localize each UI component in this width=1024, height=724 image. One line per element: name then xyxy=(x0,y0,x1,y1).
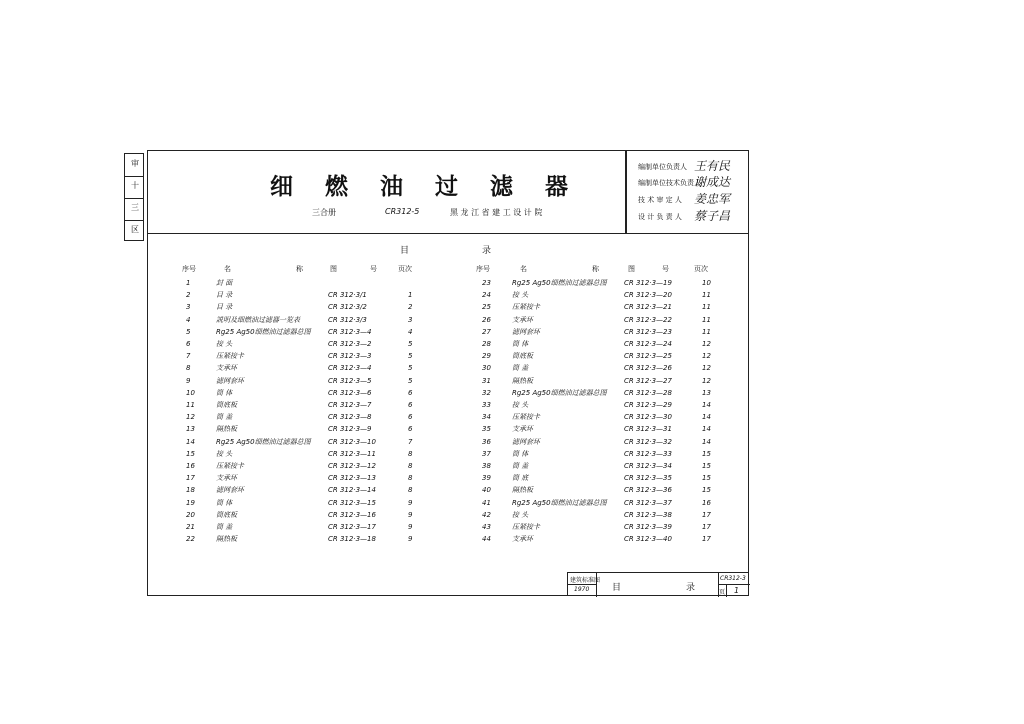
toc-row-drawing-number: CR 312·3—6 xyxy=(328,388,372,397)
toc-row-number: 19 xyxy=(186,498,195,507)
toc-row-page: 12 xyxy=(702,364,711,373)
toc-row-name: Rg25 Ag50细燃油过滤器总图 xyxy=(216,437,311,446)
toc-row-page: 7 xyxy=(408,437,413,446)
toc-row-page: 14 xyxy=(702,437,711,446)
toc-row-name: 筒 体 xyxy=(512,340,529,348)
toc-row-number: 2 xyxy=(186,291,191,300)
col-header-no: 序号 xyxy=(476,265,490,273)
signature-row xyxy=(638,209,746,223)
side-binding-strip xyxy=(124,153,144,241)
toc-row-name: 封 面 xyxy=(216,279,233,287)
toc-row-number: 1 xyxy=(186,279,191,287)
toc-row-page: 6 xyxy=(408,388,413,397)
toc-row-number: 14 xyxy=(186,437,195,446)
toc-row-page: 15 xyxy=(702,462,711,470)
toc-row-name: 隔热板 xyxy=(512,376,533,385)
toc-row-drawing-number: CR 312·3—28 xyxy=(624,388,672,397)
title-block-code: CR312-3 xyxy=(720,575,746,582)
toc-row-name: 説明及细燃油过滤器一览表 xyxy=(216,315,300,324)
title-block xyxy=(567,572,749,596)
toc-row-name: 接 头 xyxy=(512,510,529,519)
series-code: CR312-5 xyxy=(385,207,420,216)
toc-row-number: 40 xyxy=(482,486,491,495)
toc-row-drawing-number: CR 312·3—27 xyxy=(624,376,672,385)
toc-row-name: 支承环 xyxy=(216,474,237,483)
toc-row-page: 6 xyxy=(408,401,413,409)
toc-row-number: 11 xyxy=(186,401,195,409)
toc-row-drawing-number: CR 312·3—20 xyxy=(624,291,672,300)
col-header-name: 称 xyxy=(592,265,599,273)
toc-row-number: 23 xyxy=(482,279,491,287)
toc-row-name: 筒 盖 xyxy=(216,413,233,422)
toc-row-name: 筒 体 xyxy=(216,388,233,397)
toc-row-name: 筒 体 xyxy=(216,498,233,507)
volume-label: 三合册 xyxy=(312,208,336,217)
toc-row-number: 32 xyxy=(482,388,491,397)
title-block-org: 建筑标准图 xyxy=(570,577,601,584)
toc-row-number: 6 xyxy=(186,340,191,348)
col-header-drawing: 号 xyxy=(370,265,377,273)
title-block-name: 录 xyxy=(686,583,696,593)
signature-name: 蔡子昌 xyxy=(694,209,731,223)
toc-row-drawing-number: CR 312·3—30 xyxy=(624,413,672,422)
toc-row-number: 16 xyxy=(186,462,195,470)
toc-row-drawing-number: CR 312·3—5 xyxy=(328,376,372,385)
toc-row-page: 5 xyxy=(408,376,413,385)
toc-row-name: 支承环 xyxy=(512,535,533,544)
toc-row-drawing-number: CR 312·3—36 xyxy=(624,486,672,495)
toc-row-name: Rg25 Ag50细燃油过滤器总图 xyxy=(512,388,607,397)
signature-row xyxy=(638,192,746,206)
toc-row-drawing-number: CR 312·3—14 xyxy=(328,486,376,495)
toc-row-page: 5 xyxy=(408,352,413,361)
toc-row-name: 压紧接卡 xyxy=(512,523,540,531)
toc-row-number: 43 xyxy=(482,523,491,531)
toc-row-drawing-number: CR 312·3—19 xyxy=(624,279,672,287)
toc-row-drawing-number: CR 312·3—11 xyxy=(328,449,376,458)
toc-row-drawing-number: CR 312·3/2 xyxy=(328,303,367,312)
col-header-drawing: 图 xyxy=(330,265,337,273)
col-header-name: 称 xyxy=(296,265,303,273)
toc-row-page: 15 xyxy=(702,474,711,483)
toc-row-name: 筒底板 xyxy=(216,510,237,519)
toc-row-name: 接 头 xyxy=(216,449,233,458)
toc-row-name: 隔热板 xyxy=(216,535,237,544)
toc-row-drawing-number: CR 312·3—31 xyxy=(624,425,672,434)
toc-row-page: 15 xyxy=(702,486,711,495)
toc-row-page: 9 xyxy=(408,510,413,519)
toc-row-drawing-number: CR 312·3—4 xyxy=(328,364,372,373)
toc-row-page: 17 xyxy=(702,535,711,544)
toc-row-name: 隔热板 xyxy=(216,425,237,434)
toc-row-number: 13 xyxy=(186,425,195,434)
toc-row-name: 压紧接卡 xyxy=(512,413,540,422)
toc-row-drawing-number: CR 312·3—39 xyxy=(624,523,672,531)
signature-label: 设 计 负 责 人 xyxy=(638,213,682,221)
toc-row-number: 27 xyxy=(482,327,491,336)
signature-row xyxy=(638,159,746,173)
header-separator xyxy=(625,150,627,234)
toc-row-number: 9 xyxy=(186,376,191,385)
toc-row-number: 31 xyxy=(482,376,491,385)
toc-row-name: 隔热板 xyxy=(512,486,533,495)
toc-row-number: 33 xyxy=(482,401,491,409)
toc-row-name: 支承环 xyxy=(512,425,533,434)
toc-row-number: 36 xyxy=(482,437,491,446)
toc-row-name: 筒 盖 xyxy=(512,364,529,373)
toc-row-name: 筒 底 xyxy=(512,474,529,483)
toc-row-number: 5 xyxy=(186,327,191,336)
toc-row-page: 12 xyxy=(702,340,711,348)
toc-row-drawing-number: CR 312·3—29 xyxy=(624,401,672,409)
toc-row-page: 16 xyxy=(702,498,711,507)
toc-row-page: 1 xyxy=(408,291,413,300)
toc-row-drawing-number: CR 312·3—34 xyxy=(624,462,672,470)
signature-name: 姜忠军 xyxy=(694,192,731,206)
toc-row-page: 8 xyxy=(408,474,413,483)
toc-heading-right: 录 xyxy=(482,246,492,256)
toc-row-drawing-number: CR 312·3—12 xyxy=(328,462,376,470)
title-block-name: 目 xyxy=(612,583,622,593)
toc-row-page: 8 xyxy=(408,462,413,470)
toc-row-number: 24 xyxy=(482,291,491,300)
toc-row-name: 滤网套环 xyxy=(216,486,244,495)
toc-row-page: 6 xyxy=(408,413,413,422)
toc-row-drawing-number: CR 312·3—37 xyxy=(624,498,672,507)
signature-row xyxy=(638,175,746,189)
toc-row-name: 滤网套环 xyxy=(512,327,540,336)
col-header-drawing: 图 xyxy=(628,265,635,273)
toc-row-name: 筒 体 xyxy=(512,449,529,458)
signature-name: 谢成达 xyxy=(694,175,731,189)
toc-row-page: 14 xyxy=(702,425,711,434)
toc-row-number: 29 xyxy=(482,352,491,361)
toc-row-page: 8 xyxy=(408,486,413,495)
toc-row-drawing-number: CR 312·3—40 xyxy=(624,535,672,544)
toc-row-drawing-number: CR 312·3—10 xyxy=(328,437,376,446)
toc-row-drawing-number: CR 312·3—23 xyxy=(624,327,672,336)
toc-row-name: 滤网套环 xyxy=(512,437,540,446)
toc-row-drawing-number: CR 312·3/1 xyxy=(328,291,367,300)
toc-row-number: 18 xyxy=(186,486,195,495)
toc-row-name: 筒底板 xyxy=(216,401,237,409)
col-header-page: 页次 xyxy=(694,265,708,273)
toc-row-number: 41 xyxy=(482,498,491,507)
toc-row-number: 8 xyxy=(186,364,191,373)
side-strip-char: 十 xyxy=(131,181,139,190)
toc-row-number: 44 xyxy=(482,535,491,544)
toc-row-number: 4 xyxy=(186,315,191,324)
title-block-page-number: 1 xyxy=(734,586,740,595)
title-block-page-label: 页 xyxy=(719,589,726,596)
toc-row-number: 28 xyxy=(482,340,491,348)
toc-row-drawing-number: CR 312·3—16 xyxy=(328,510,376,519)
title-block-year: 1970 xyxy=(574,586,590,593)
toc-row-name: Rg25 Ag50细燃油过滤器总图 xyxy=(216,327,311,336)
toc-row-page: 9 xyxy=(408,523,413,531)
toc-row-name: 支承环 xyxy=(216,364,237,373)
toc-row-drawing-number: CR 312·3—26 xyxy=(624,364,672,373)
toc-row-drawing-number: CR 312·3—8 xyxy=(328,413,372,422)
toc-row-drawing-number: CR 312·3—18 xyxy=(328,535,376,544)
toc-row-drawing-number: CR 312·3—35 xyxy=(624,474,672,483)
toc-row-number: 35 xyxy=(482,425,491,434)
toc-row-page: 12 xyxy=(702,352,711,361)
toc-row-drawing-number: CR 312·3—4 xyxy=(328,327,372,336)
toc-row-number: 38 xyxy=(482,462,491,470)
toc-row-page: 4 xyxy=(408,327,413,336)
toc-row-number: 21 xyxy=(186,523,195,531)
col-header-name: 名 xyxy=(520,265,527,273)
toc-heading-left: 目 xyxy=(400,246,410,256)
toc-row-page: 17 xyxy=(702,510,711,519)
toc-row-number: 25 xyxy=(482,303,491,312)
toc-row-drawing-number: CR 312·3—7 xyxy=(328,401,372,409)
toc-row-drawing-number: CR 312·3—15 xyxy=(328,498,376,507)
toc-row-number: 17 xyxy=(186,474,195,483)
toc-row-page: 9 xyxy=(408,535,413,544)
toc-row-page: 5 xyxy=(408,340,413,348)
signature-label: 编制单位负责人 xyxy=(638,163,687,171)
side-strip-char: 三 xyxy=(131,203,139,212)
toc-row-number: 34 xyxy=(482,413,491,422)
toc-row-page: 14 xyxy=(702,413,711,422)
toc-row-name: 目 录 xyxy=(216,291,233,300)
col-header-drawing: 号 xyxy=(662,265,669,273)
toc-row-drawing-number: CR 312·3—25 xyxy=(624,352,672,361)
toc-row-name: 接 头 xyxy=(216,340,233,348)
toc-row-name: 滤网套环 xyxy=(216,376,244,385)
toc-row-drawing-number: CR 312·3—22 xyxy=(624,315,672,324)
signature-label: 技 术 审 定 人 xyxy=(638,196,682,204)
toc-row-page: 15 xyxy=(702,449,711,458)
signature-label: 编制单位技术负责人 xyxy=(638,179,701,187)
toc-row-drawing-number: CR 312·3—24 xyxy=(624,340,672,348)
toc-row-name: 压紧接卡 xyxy=(512,303,540,312)
col-header-name: 名 xyxy=(224,265,231,273)
toc-row-number: 22 xyxy=(186,535,195,544)
toc-row-drawing-number: CR 312·3—21 xyxy=(624,303,672,312)
toc-row-page: 14 xyxy=(702,401,711,409)
toc-row-number: 3 xyxy=(186,303,191,312)
side-strip-char: 区 xyxy=(131,225,139,234)
col-header-no: 序号 xyxy=(182,265,196,273)
toc-row-drawing-number: CR 312·3—9 xyxy=(328,425,372,434)
toc-row-number: 20 xyxy=(186,510,195,519)
toc-row-drawing-number: CR 312·3—17 xyxy=(328,523,376,531)
toc-row-number: 7 xyxy=(186,352,191,361)
toc-row-name: 接 头 xyxy=(512,291,529,300)
toc-row-page: 11 xyxy=(702,327,711,336)
toc-row-number: 30 xyxy=(482,364,491,373)
toc-row-page: 11 xyxy=(702,315,711,324)
side-strip-char: 审 xyxy=(131,159,139,168)
toc-row-page: 11 xyxy=(702,291,711,300)
toc-row-number: 15 xyxy=(186,449,195,458)
toc-row-number: 12 xyxy=(186,413,195,422)
toc-row-drawing-number: CR 312·3—33 xyxy=(624,449,672,458)
toc-row-number: 37 xyxy=(482,449,491,458)
toc-row-page: 3 xyxy=(408,315,413,324)
toc-row-drawing-number: CR 312·3/3 xyxy=(328,315,367,324)
toc-row-drawing-number: CR 312·3—38 xyxy=(624,510,672,519)
toc-row-number: 39 xyxy=(482,474,491,483)
toc-row-page: 6 xyxy=(408,425,413,434)
toc-row-name: 支承环 xyxy=(512,315,533,324)
toc-row-name: 压紧接卡 xyxy=(216,352,244,361)
toc-row-name: 筒 盖 xyxy=(512,462,529,470)
toc-row-number: 42 xyxy=(482,510,491,519)
document-title: 细 燃 油 过 滤 器 xyxy=(270,174,581,200)
toc-row-name: Rg25 Ag50细燃油过滤器总图 xyxy=(512,498,607,507)
toc-row-page: 8 xyxy=(408,449,413,458)
toc-row-page: 9 xyxy=(408,498,413,507)
toc-row-page: 11 xyxy=(702,303,711,312)
toc-row-drawing-number: CR 312·3—32 xyxy=(624,437,672,446)
toc-row-page: 5 xyxy=(408,364,413,373)
col-header-page: 页次 xyxy=(398,265,412,273)
toc-row-name: 筒底板 xyxy=(512,352,533,361)
toc-row-page: 13 xyxy=(702,388,711,397)
toc-row-name: 筒 盖 xyxy=(216,523,233,531)
toc-row-name: Rg25 Ag50细燃油过滤器总图 xyxy=(512,279,607,287)
toc-row-name: 压紧接卡 xyxy=(216,462,244,470)
toc-row-page: 12 xyxy=(702,376,711,385)
toc-row-number: 10 xyxy=(186,388,195,397)
toc-row-name: 接 头 xyxy=(512,401,529,409)
toc-row-number: 26 xyxy=(482,315,491,324)
toc-row-page: 2 xyxy=(408,303,413,312)
design-institute: 黑 龙 江 省 建 工 设 计 院 xyxy=(450,208,543,217)
toc-row-page: 10 xyxy=(702,279,711,287)
toc-row-page: 17 xyxy=(702,523,711,531)
toc-row-drawing-number: CR 312·3—3 xyxy=(328,352,372,361)
toc-row-drawing-number: CR 312·3—13 xyxy=(328,474,376,483)
toc-row-drawing-number: CR 312·3—2 xyxy=(328,340,372,348)
toc-row-name: 目 录 xyxy=(216,303,233,312)
signature-name: 王有民 xyxy=(694,159,731,173)
